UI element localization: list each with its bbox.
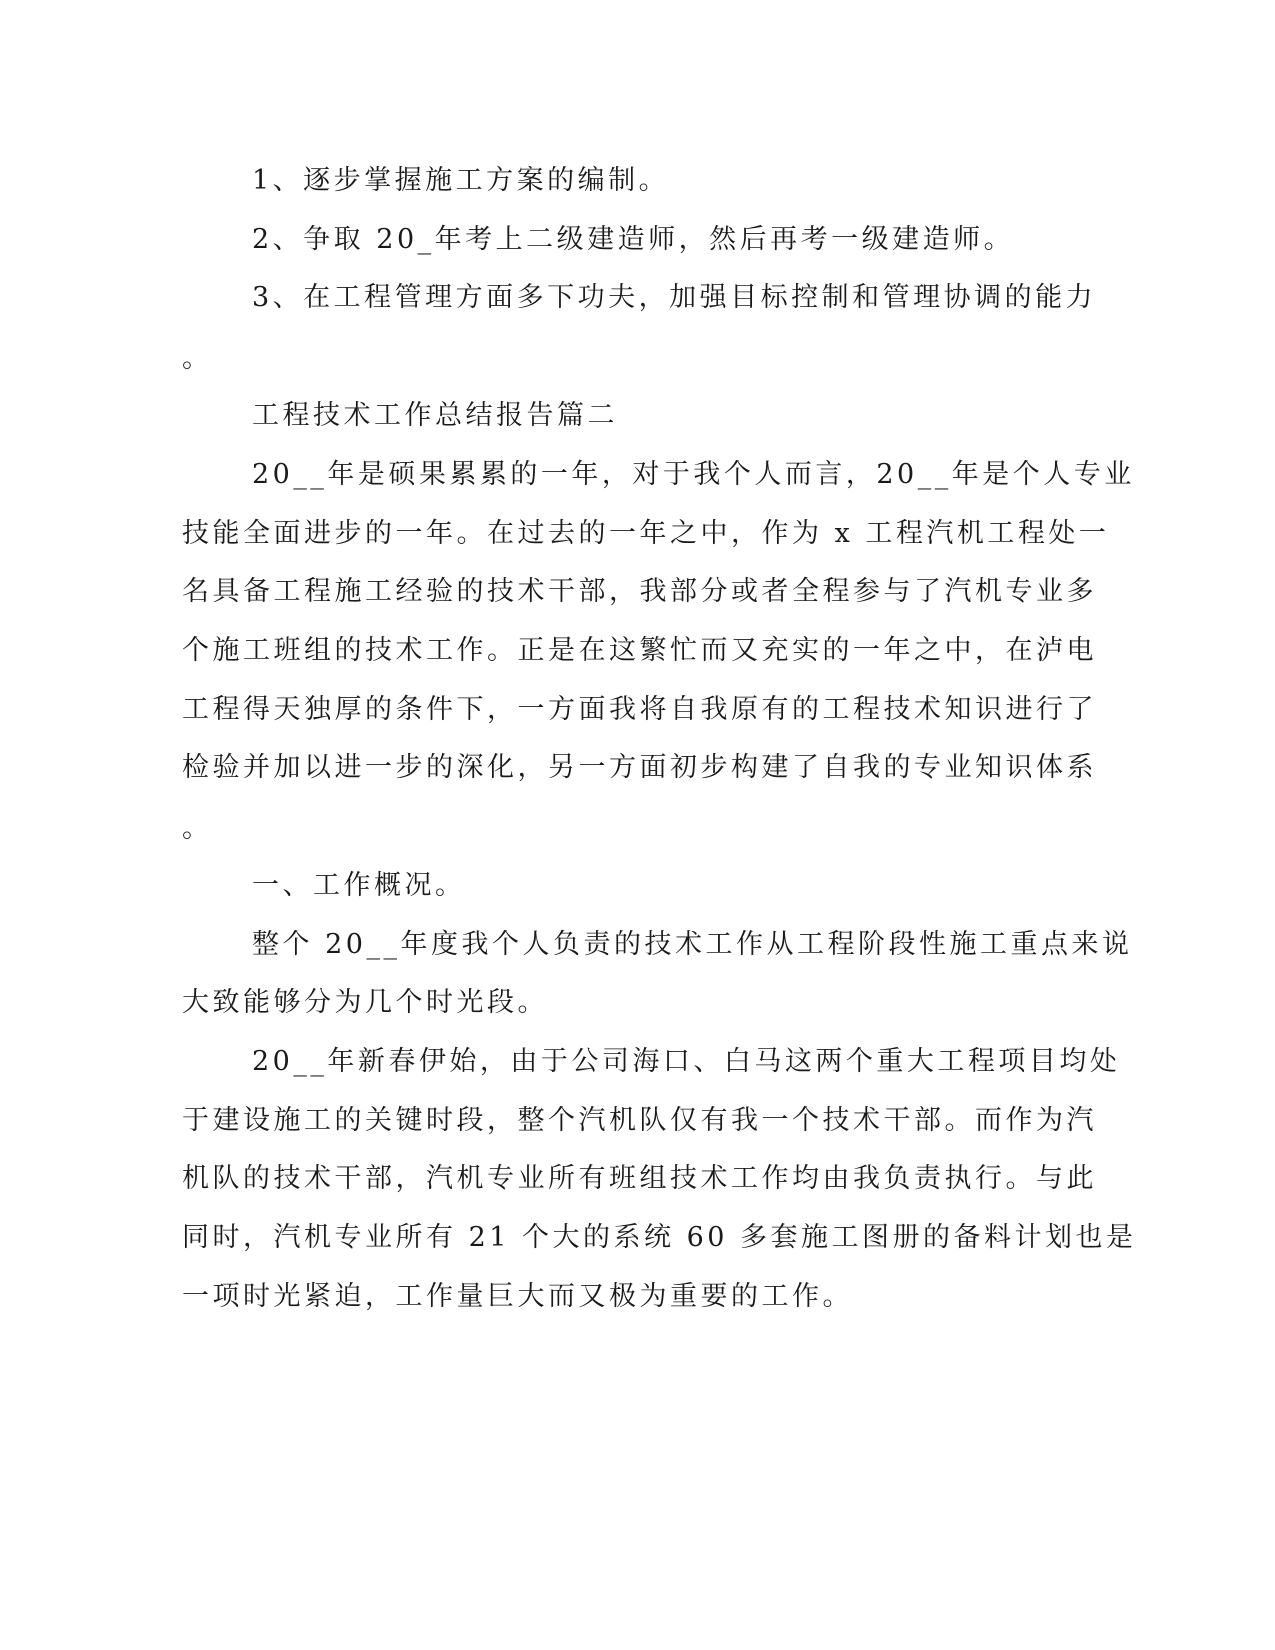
paragraph-3-line-4: 同时，汽机专业所有 21 个大的系统 60 多套施工图册的备料计划也是 [182,1222,1137,1253]
paragraph-1-line-2: 技能全面进步的一年。在过去的一年之中，作为 x 工程汽机工程处一 [182,518,1110,549]
paragraph-1-line-5: 工程得天独厚的条件下，一方面我将自我原有的工程技术知识进行了 [182,694,1097,725]
list-item-2: 2、争取 20_年考上二级建造师，然后再考一级建造师。 [252,224,1015,255]
list-item-3-continuation: 。 [182,343,213,374]
paragraph-1-line-6: 检验并加以进一步的深化，另一方面初步构建了自我的专业知识体系 [182,752,1097,783]
list-item-3: 3、在工程管理方面多下功夫，加强目标控制和管理协调的能力 [252,282,1097,313]
paragraph-1-line-1: 20__年是硕果累累的一年，对于我个人而言，20__年是个人专业 [252,459,1135,490]
section-heading: 工程技术工作总结报告篇二 [252,400,618,431]
paragraph-2-line-2: 大致能够分为几个时光段。 [182,987,548,1018]
paragraph-3-line-2: 于建设施工的关键时段，整个汽机队仅有我一个技术干部。而作为汽 [182,1105,1097,1136]
list-item-1: 1、逐步掌握施工方案的编制。 [252,165,670,196]
paragraph-1-line-7: 。 [182,813,213,844]
paragraph-3-line-3: 机队的技术干部，汽机专业所有班组技术工作均由我负责执行。与此 [182,1163,1097,1194]
subsection-heading: 一、工作概况。 [252,870,466,901]
paragraph-2-line-1: 整个 20__年度我个人负责的技术工作从工程阶段性施工重点来说 [252,929,1133,960]
paragraph-1-line-4: 个施工班组的技术工作。正是在这繁忙而又充实的一年之中，在泸电 [182,635,1097,666]
paragraph-3-line-1: 20__年新春伊始，由于公司海口、白马这两个重大工程项目均处 [252,1046,1121,1077]
paragraph-1-line-3: 名具备工程施工经验的技术干部，我部分或者全程参与了汽机专业多 [182,576,1097,607]
paragraph-3-line-5: 一项时光紧迫，工作量巨大而又极为重要的工作。 [182,1281,853,1312]
